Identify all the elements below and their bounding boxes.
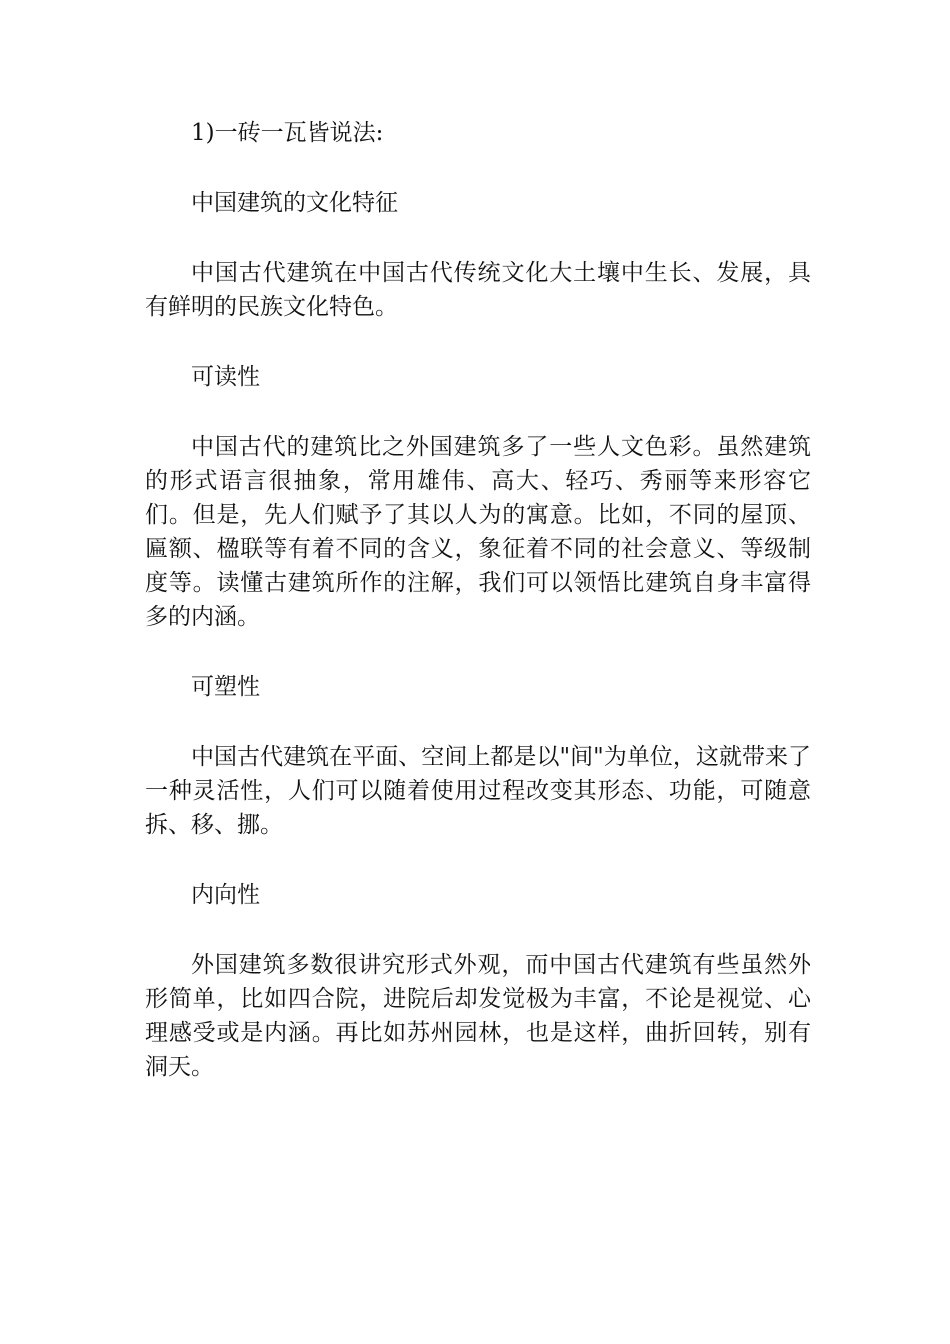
subheading-readability: 可读性 <box>191 364 260 390</box>
plasticity-paragraph: 中国古代建筑在平面、空间上都是以"间"为单位，这就带来了一种灵活性，人们可以随着使用过程改变其形态、功能，可随意拆、移、挪。 <box>145 744 811 838</box>
subheading-plasticity: 可塑性 <box>191 674 260 700</box>
introversion-paragraph: 外国建筑多数很讲究形式外观，而中国古代建筑有些虽然外形简单，比如四合院，进院后却发觉极为丰富，不论是视觉、心理感受或是内涵。再比如苏州园林，也是这样，曲折回转，别有洞天。 <box>145 952 811 1080</box>
document-body <box>145 116 811 1084</box>
intro-paragraph: 中国古代建筑在中国古代传统文化大土壤中生长、发展，具有鲜明的民族文化特色。 <box>145 260 811 320</box>
readability-paragraph: 中国古代的建筑比之外国建筑多了一些人文色彩。虽然建筑的形式语言很抽象，常用雄伟、高大、轻巧、秀丽等来形容它们。但是，先人们赋予了其以人为的寓意。比如，不同的屋顶、匾额、楹联等有着不同的含义，象征着不同的社会意义、等级制度等。读懂古建筑所作的注解，我们可以领悟比建筑自身丰富得多的内涵。 <box>145 434 811 630</box>
list-item-heading: 1)一砖一瓦皆说法: <box>191 120 384 146</box>
section-title: 中国建筑的文化特征 <box>191 190 398 216</box>
subheading-introversion: 内向性 <box>191 882 260 908</box>
